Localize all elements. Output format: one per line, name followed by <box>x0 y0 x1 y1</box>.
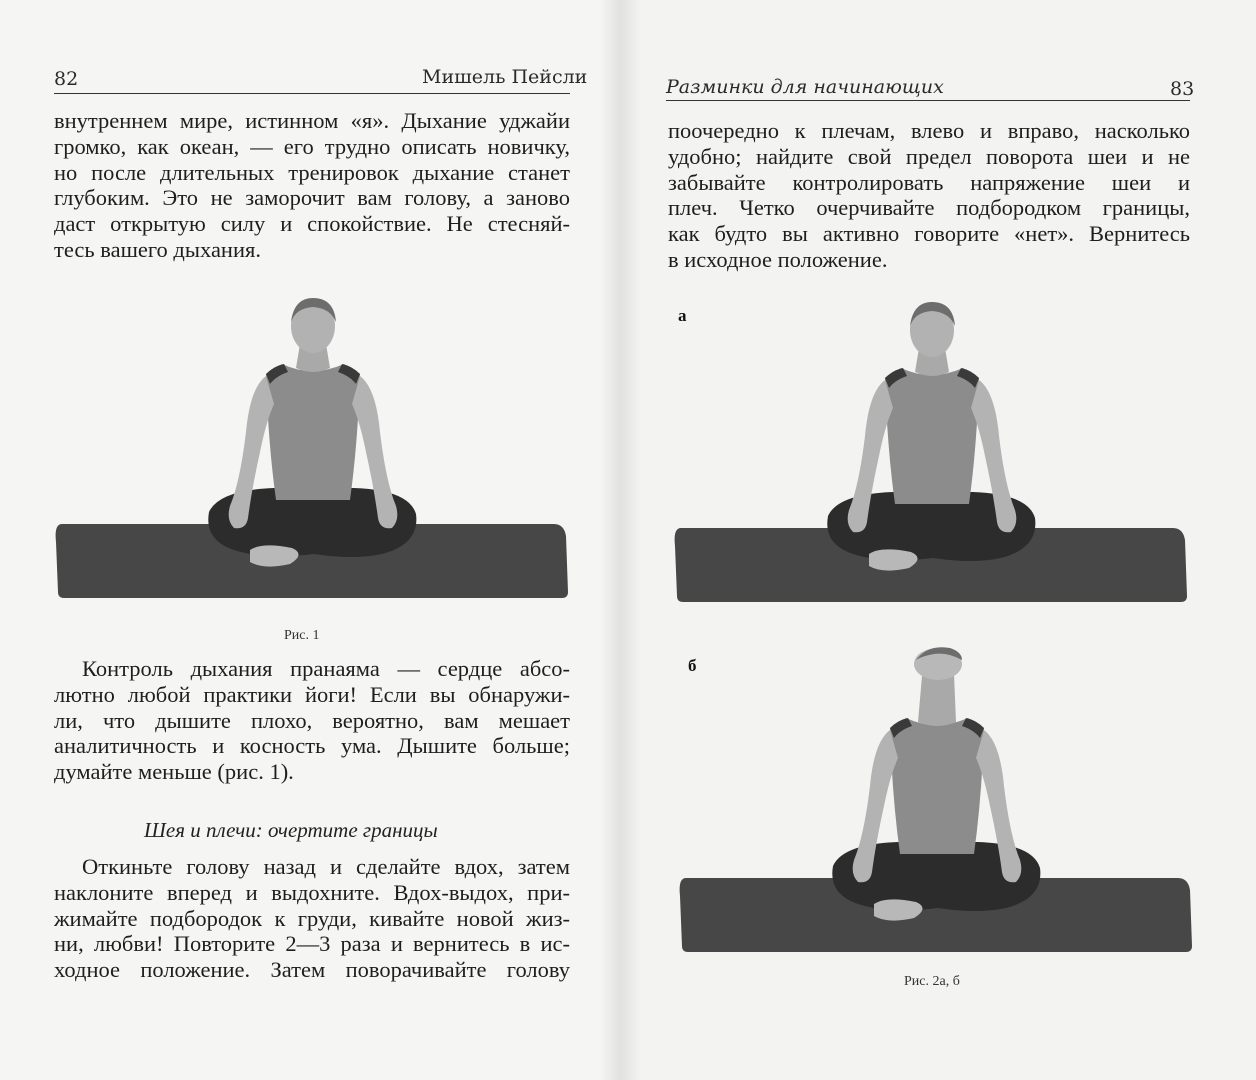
text-line: тесь вашего дыхания. <box>54 236 261 262</box>
text-line: как будто вы активно говорите «нет». Вернитесь <box>668 221 1190 247</box>
left-page <box>0 0 620 1080</box>
text-line: ли, что дышите плохо, вероятно, вам мешает <box>54 707 570 733</box>
header-rule <box>54 93 570 94</box>
paragraph <box>54 656 570 785</box>
text-line: жимайте подбородок к груди, кивайте новой жиз- <box>54 905 570 931</box>
text-line: ни, любви! Повторите 2—3 раза и вернитесь в ис- <box>54 931 570 957</box>
paragraph <box>54 854 570 983</box>
running-head: Разминки для начинающих <box>666 76 944 98</box>
text-line: даст открытую силу и спокойствие. Не стесняй- <box>54 211 570 237</box>
paragraph <box>668 118 1190 273</box>
text-line: забывайте контролировать напряжение шеи и <box>668 169 1190 195</box>
text-line: думайте меньше (рис. 1). <box>54 759 294 785</box>
page-number: 82 <box>54 68 79 90</box>
text-line: аналитичность и косность ума. Дышите больше; <box>54 733 570 759</box>
text-line: ходное положение. Затем поворачивайте голову <box>54 957 570 983</box>
figure-a-label: а <box>678 306 687 325</box>
text-line: громко, как океан, — его трудно описать новичку, <box>54 133 570 159</box>
text-line: лютно любой практики йоги! Если вы обнаружи- <box>54 681 570 707</box>
figure-2b-photo <box>676 646 1196 956</box>
text-line: плеч. Четко очерчивайте подбородком границы, <box>668 195 1190 221</box>
text-line: в исходное положение. <box>668 246 888 272</box>
text-line: поочередно к плечам, влево и вправо, насколько <box>668 118 1190 143</box>
text-line: Откиньте голову назад и сделайте вдох, затем <box>82 854 570 879</box>
figure-1-photo <box>54 292 570 602</box>
text-line: удобно; найдите свой предел поворота шеи и не <box>668 143 1190 169</box>
section-heading: Шея и плечи: очертите границы <box>144 818 438 842</box>
figure-caption: Рис. 1 <box>284 628 320 643</box>
text-line: Контроль дыхания пранаяма — сердце абсо- <box>82 656 570 681</box>
right-page <box>620 0 1256 1080</box>
paragraph <box>54 108 570 263</box>
running-head: Мишель Пейсли <box>422 66 588 88</box>
figure-b-label: б <box>688 656 697 675</box>
text-line: но после длительных тренировок дыхание станет <box>54 159 570 185</box>
header-rule <box>666 100 1190 101</box>
page-number: 83 <box>1170 78 1195 100</box>
figure-2a-photo <box>670 296 1192 606</box>
text-line: наклоните вперед и выдохните. Вдох-выдох, при- <box>54 879 570 905</box>
text-line: внутреннем мире, истинном «я». Дыхание уджайи <box>54 108 570 133</box>
text-line: глубоким. Это не заморочит вам голову, а заново <box>54 185 570 211</box>
figure-caption: Рис. 2а, б <box>904 974 960 989</box>
